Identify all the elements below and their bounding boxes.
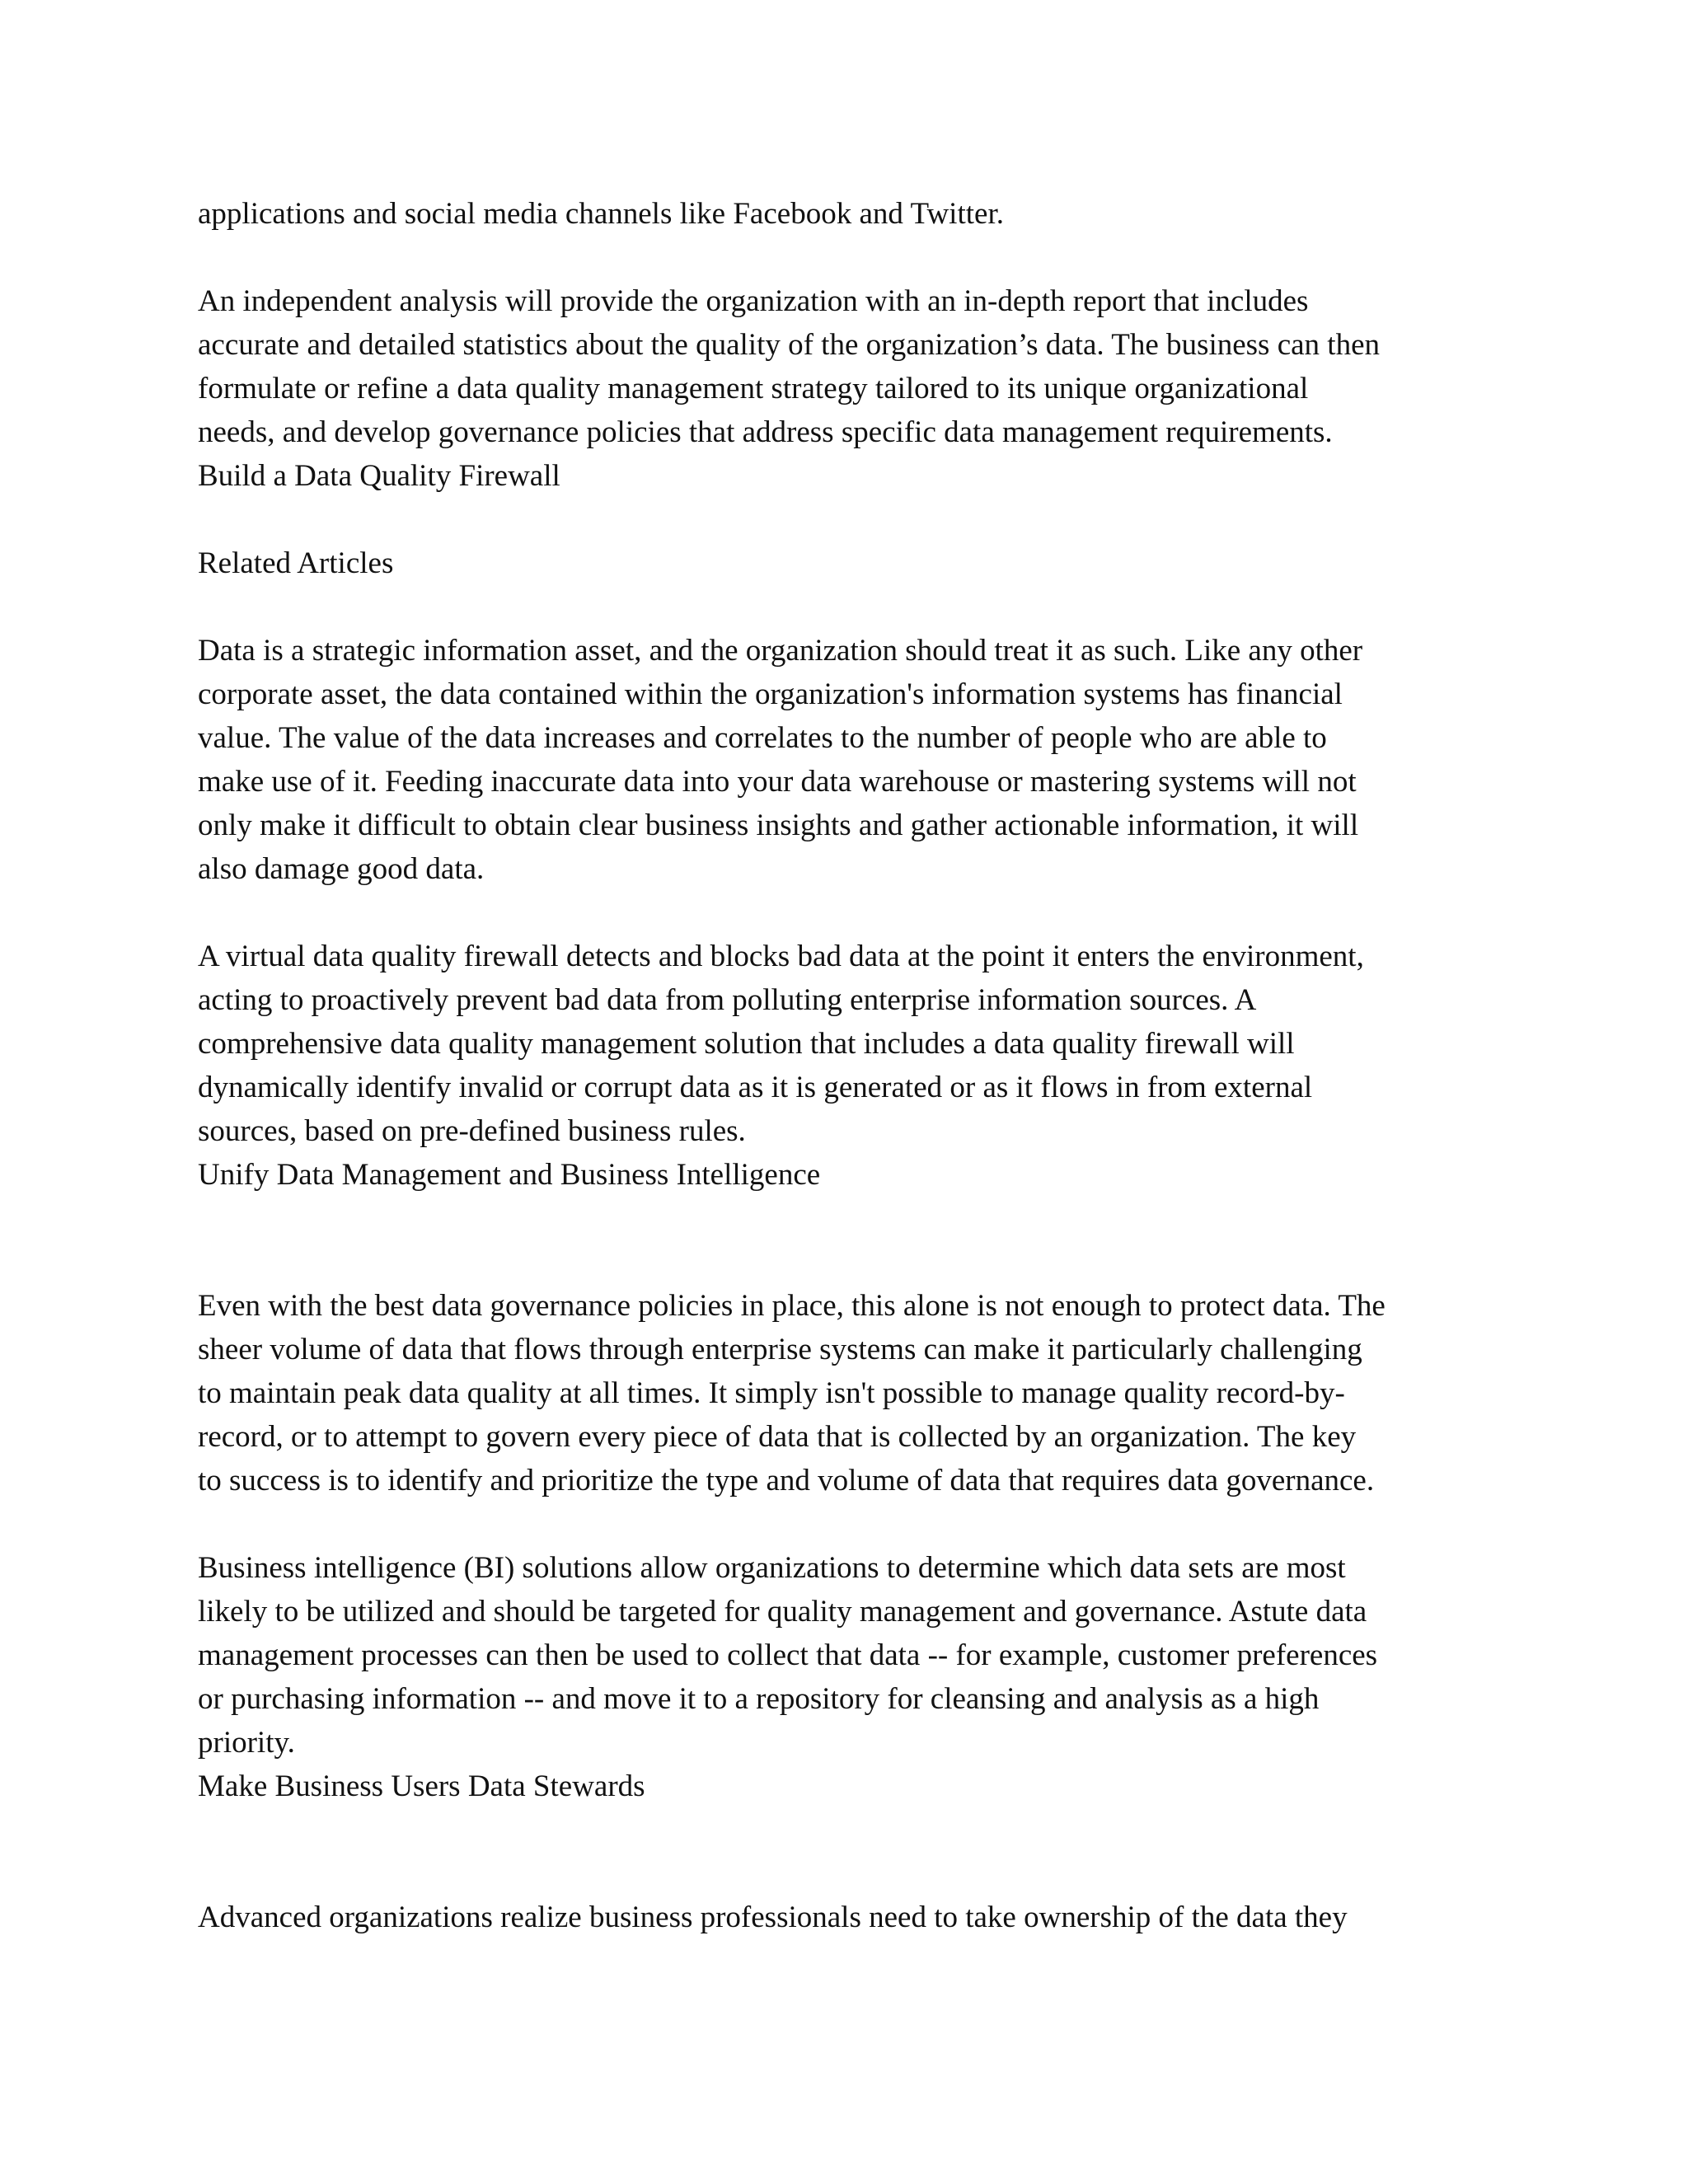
- paragraph-line: dynamically identify invalid or corrupt data as it is generated or as it flows in from external: [198, 1071, 1313, 1104]
- paragraph-line: applications and social media channels like Facebook and Twitter.: [198, 197, 1004, 231]
- paragraph-gap: [198, 1502, 1566, 1546]
- paragraph-line: Data is a strategic information asset, and the organization should treat it as such. Like any other: [198, 634, 1363, 668]
- paragraph-line: or purchasing information -- and move it to a repository for cleansing and analysis as a high: [198, 1682, 1320, 1716]
- paragraph-line: priority.: [198, 1726, 295, 1760]
- paragraph-line: only make it difficult to obtain clear business insights and gather actionable information, it will: [198, 808, 1359, 842]
- paragraph-line: formulate or refine a data quality management strategy tailored to its unique organizational: [198, 372, 1309, 405]
- paragraph-line: corporate asset, the data contained within the organization's information systems has financial: [198, 677, 1343, 711]
- paragraph-line: to success is to identify and prioritize the type and volume of data that requires data governance.: [198, 1464, 1375, 1497]
- paragraph-gap: [198, 1808, 1566, 1896]
- paragraph-line: acting to proactively prevent bad data from polluting enterprise information sources. A: [198, 983, 1257, 1017]
- paragraph-gap: [198, 498, 1566, 541]
- paragraph-line: Advanced organizations realize business professionals need to take ownership of the data they: [198, 1900, 1348, 1934]
- paragraph-gap: [198, 585, 1566, 629]
- paragraph-line: make use of it. Feeding inaccurate data into your data warehouse or mastering systems will not: [198, 765, 1357, 799]
- paragraph-gap: [198, 1197, 1566, 1284]
- section-heading-stewards: Make Business Users Data Stewards: [198, 1769, 645, 1803]
- paragraph-line: needs, and develop governance policies that address specific data management requirements.: [198, 415, 1333, 449]
- page-content: [198, 192, 1566, 1939]
- section-heading-unify: Unify Data Management and Business Intelligence: [198, 1158, 821, 1192]
- section-heading-firewall: Build a Data Quality Firewall: [198, 459, 560, 493]
- paragraph-line: management processes can then be used to collect that data -- for example, customer preferences: [198, 1638, 1378, 1672]
- paragraph-line: Business intelligence (BI) solutions allow organizations to determine which data sets are most: [198, 1551, 1346, 1585]
- related-articles-label: Related Articles: [198, 546, 394, 580]
- paragraph-gap: [198, 236, 1566, 279]
- paragraph-line: record, or to attempt to govern every piece of data that is collected by an organization. The key: [198, 1420, 1357, 1454]
- paragraph-line: sheer volume of data that flows through enterprise systems can make it particularly challenging: [198, 1333, 1362, 1366]
- paragraph-line: An independent analysis will provide the organization with an in-depth report that includes: [198, 284, 1309, 318]
- paragraph-gap: [198, 891, 1566, 935]
- paragraph-line: likely to be utilized and should be targeted for quality management and governance. Astute data: [198, 1595, 1367, 1629]
- paragraph-line: sources, based on pre-defined business rules.: [198, 1114, 746, 1148]
- paragraph-line: Even with the best data governance policies in place, this alone is not enough to protect data. The: [198, 1289, 1386, 1323]
- paragraph-line: accurate and detailed statistics about the quality of the organization’s data. The business can then: [198, 328, 1380, 362]
- paragraph-line: A virtual data quality firewall detects and blocks bad data at the point it enters the environment,: [198, 940, 1364, 973]
- paragraph-line: comprehensive data quality management solution that includes a data quality firewall will: [198, 1027, 1295, 1061]
- paragraph-line: to maintain peak data quality at all times. It simply isn't possible to manage quality record-by-: [198, 1376, 1345, 1410]
- paragraph-line: also damage good data.: [198, 852, 485, 886]
- paragraph-line: value. The value of the data increases and correlates to the number of people who are able to: [198, 721, 1327, 755]
